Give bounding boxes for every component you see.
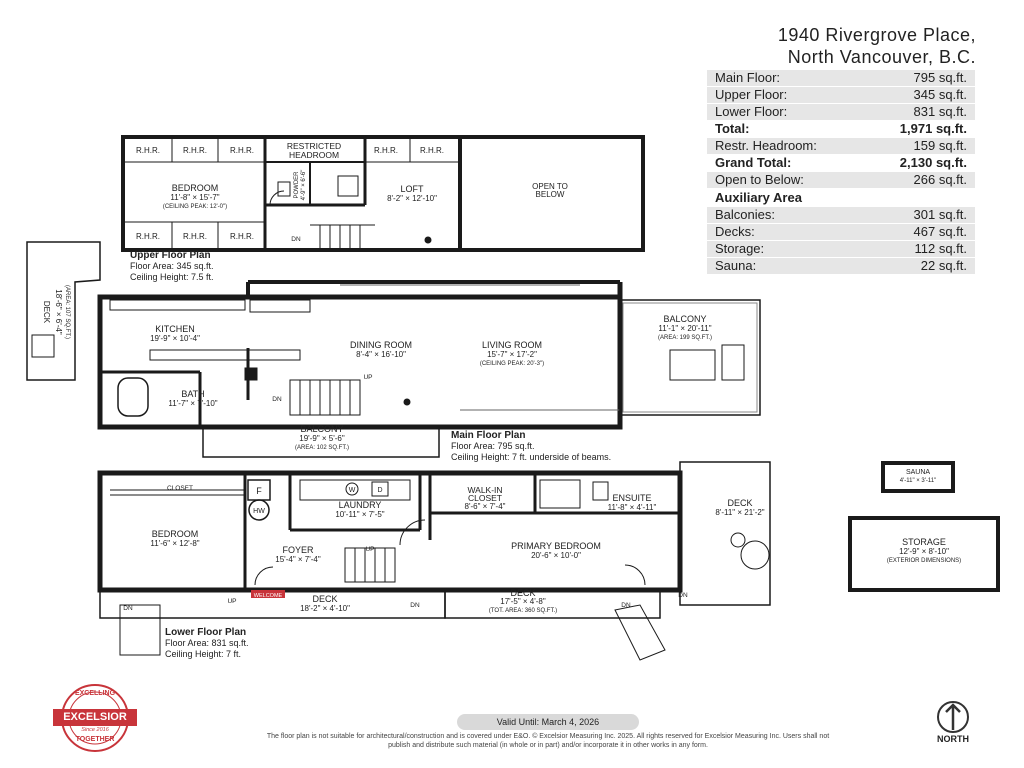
deck-east-dim: 8'-11" × 21'-2" <box>715 508 765 517</box>
area-row-value: 345 sq.ft. <box>913 87 967 102</box>
sauna-outline <box>883 463 953 491</box>
main-caption-area: Floor Area: 795 sq.ft. <box>451 441 535 451</box>
ensuite-name: ENSUITE <box>612 493 652 503</box>
main-floor-caption <box>451 430 611 463</box>
main-caption-height: Ceiling Height: 7 ft. underside of beams. <box>451 452 612 462</box>
upper-bedroom-dim: 11'-8" × 15'-7" <box>170 193 220 202</box>
area-row-label: Main Floor: <box>715 70 781 85</box>
hot-water-label: HW <box>253 508 265 515</box>
auxiliary-row-label: Storage: <box>715 241 765 256</box>
address-line-1: 1940 Rivergrove Place, <box>777 25 976 45</box>
lower-floor-caption <box>165 627 249 660</box>
lower-caption-title: Lower Floor Plan <box>165 627 247 638</box>
walkin-name-2: CLOSET <box>467 493 503 503</box>
deck-west-dim: 18'-6" × 6'-4" <box>54 289 63 335</box>
washer-label: W <box>348 487 356 494</box>
sauna-dim: 4'-11" × 3'-11" <box>899 478 937 484</box>
lower-up-2: UP <box>227 598 237 605</box>
deck-south-2-dim: 17'-5" × 4'-8" <box>500 597 546 606</box>
rhr-label: R.H.R. <box>136 232 160 241</box>
dining-name: DINING ROOM <box>350 340 412 350</box>
restricted-label-2: HEADROOM <box>288 150 340 160</box>
area-row-label: Open to Below: <box>715 172 804 187</box>
upper-bedroom-note: (CEILING PEAK: 12'-0") <box>162 204 228 210</box>
logo-text-name: EXCELSIOR <box>63 711 127 723</box>
upper-caption-area: Floor Area: 345 sq.ft. <box>130 261 214 271</box>
area-row-value: 1,971 sq.ft. <box>899 121 967 136</box>
balcony-south-name: BALCONY <box>300 424 344 434</box>
upper-floor-caption <box>130 250 214 283</box>
logo-text-bottom: TOGETHER <box>75 736 115 743</box>
lower-up: UP <box>365 546 375 553</box>
rhr-label: R.H.R. <box>183 232 207 241</box>
rhr-label: R.H.R. <box>136 146 160 155</box>
area-row-value: 795 sq.ft. <box>913 70 967 85</box>
primary-bedroom-dim: 20'-6" × 10'-0" <box>531 551 581 560</box>
area-row-value: 831 sq.ft. <box>913 104 967 119</box>
balcony-east-dim: 11'-1" × 20'-11" <box>658 324 712 333</box>
area-row-label: Restr. Headroom: <box>715 138 817 153</box>
laundry-dim: 10'-11" × 7'-5" <box>335 510 385 519</box>
loft-name: LOFT <box>400 184 424 194</box>
storage-note: (EXTERIOR DIMENSIONS) <box>886 558 962 564</box>
welcome-text: WELCOME <box>253 593 283 599</box>
rhr-label: R.H.R. <box>420 146 444 155</box>
balcony-south-area: (AREA: 102 SQ.FT.) <box>294 445 350 451</box>
deck-west-name: DECK <box>42 300 51 324</box>
foyer-name: FOYER <box>282 545 314 555</box>
balcony-east-area: (AREA: 199 SQ.FT.) <box>657 335 713 341</box>
auxiliary-row-value: 467 sq.ft. <box>913 224 967 239</box>
balcony-south-dim: 19'-9" × 5'-6" <box>299 434 345 443</box>
deck-south-2-name: DECK <box>510 588 536 598</box>
storage-name: STORAGE <box>902 537 946 547</box>
deck-west-area: (AREA: 107 SQ.FT.) <box>64 284 70 340</box>
logo-text-top: EXCELLING <box>74 690 116 697</box>
north-label: NORTH <box>937 734 969 744</box>
sauna-name: SAUNA <box>905 469 931 476</box>
living-dim: 15'-7" × 17'-2" <box>487 350 537 359</box>
disclaimer-text: The floor plan is not suitable for architectural/construction and is covered under E&O. © Excelsior Measuring Inc. 2025. All rights reserved for Excelsior Measuring Inc. Users shall not publish and distribute such material (in whole or in part) and/or incorporate it in other works in any form. <box>266 733 830 749</box>
lower-dn-2: DN <box>410 602 420 609</box>
ensuite-dim: 11'-8" × 4'-11" <box>607 503 657 512</box>
bath-name: BATH <box>181 389 205 399</box>
deck-south-2-area: (TOT. AREA: 360 SQ.FT.) <box>488 608 558 614</box>
upper-bedroom-name: BEDROOM <box>171 183 219 193</box>
area-row-value: 2,130 sq.ft. <box>899 155 967 170</box>
auxiliary-row-value: 22 sq.ft. <box>920 258 967 273</box>
auxiliary-row-value: 301 sq.ft. <box>913 207 967 222</box>
closet-label: CLOSET <box>166 485 194 492</box>
restricted-label-1: RESTRICTED <box>286 141 342 151</box>
rhr-label: R.H.R. <box>230 232 254 241</box>
balcony-east-name: BALCONY <box>663 314 707 324</box>
open-below-1: OPEN TO <box>532 182 568 191</box>
lower-bedroom-name: BEDROOM <box>151 529 199 539</box>
auxiliary-row-label: Sauna: <box>715 258 757 273</box>
area-row-label: Lower Floor: <box>715 104 788 119</box>
lower-dn-4: DN <box>678 592 688 599</box>
logo-text-since: Since 2016 <box>81 727 109 733</box>
auxiliary-row-value: 112 sq.ft. <box>914 241 967 256</box>
upper-caption-title: Upper Floor Plan <box>130 250 211 261</box>
rhr-label: R.H.R. <box>374 146 398 155</box>
main-dn: DN <box>272 396 282 403</box>
living-note: (CEILING PEAK: 20'-3") <box>479 361 545 367</box>
primary-bedroom-name: PRIMARY BEDROOM <box>511 541 601 551</box>
rhr-label: R.H.R. <box>230 146 254 155</box>
furnace-label: F <box>256 486 262 496</box>
walkin-name-1: WALK-IN <box>467 485 503 495</box>
foyer-dim: 15'-4" × 7'-4" <box>275 555 321 564</box>
area-row-label: Upper Floor: <box>715 87 788 102</box>
rhr-label: R.H.R. <box>183 146 207 155</box>
open-below-2: BELOW <box>535 190 565 199</box>
bath-dim: 11'-7" × 7'-10" <box>168 399 218 408</box>
kitchen-name: KITCHEN <box>155 324 195 334</box>
lower-caption-area: Floor Area: 831 sq.ft. <box>165 638 249 648</box>
deck-south-1-name: DECK <box>312 594 338 604</box>
laundry-name: LAUNDRY <box>338 500 382 510</box>
north-arrow-icon <box>938 702 968 732</box>
auxiliary-heading: Auxiliary Area <box>707 189 975 207</box>
deck-south-1-dim: 18'-2" × 4'-10" <box>300 604 350 613</box>
auxiliary-row-label: Balconies: <box>715 207 775 222</box>
dining-dim: 8'-4" × 16'-10" <box>356 350 406 359</box>
valid-until-badge: Valid Until: March 4, 2026 <box>457 714 639 730</box>
main-caption-title: Main Floor Plan <box>451 430 526 441</box>
deck-east-name: DECK <box>727 498 753 508</box>
powder-dim: 4'-9" × 6'-6" <box>301 169 307 201</box>
storage-dim: 12'-9" × 8'-10" <box>899 547 949 556</box>
auxiliary-row-label: Decks: <box>715 224 755 239</box>
lower-dn-3: DN <box>621 602 631 609</box>
main-up: UP <box>363 374 373 381</box>
loft-dim: 8'-2" × 12'-10" <box>387 194 437 203</box>
upper-caption-height: Ceiling Height: 7.5 ft. <box>130 272 214 282</box>
area-row-value: 266 sq.ft. <box>913 172 967 187</box>
area-row-value: 159 sq.ft. <box>913 138 967 153</box>
address-line-2: North Vancouver, B.C. <box>787 47 976 67</box>
lower-dn-1: DN <box>123 605 133 612</box>
kitchen-dim: 19'-9" × 10'-4" <box>150 334 200 343</box>
living-name: LIVING ROOM <box>481 340 543 350</box>
lower-bedroom-dim: 11'-6" × 12'-8" <box>150 539 200 548</box>
walkin-dim: 8'-6" × 7'-4" <box>464 502 506 511</box>
upper-dn: DN <box>291 236 301 243</box>
dryer-label: D <box>377 487 383 494</box>
lower-caption-height: Ceiling Height: 7 ft. <box>165 649 242 659</box>
area-row-label: Total: <box>715 121 750 136</box>
area-row-label: Grand Total: <box>715 155 792 170</box>
powder-name: POWDER <box>294 171 300 199</box>
